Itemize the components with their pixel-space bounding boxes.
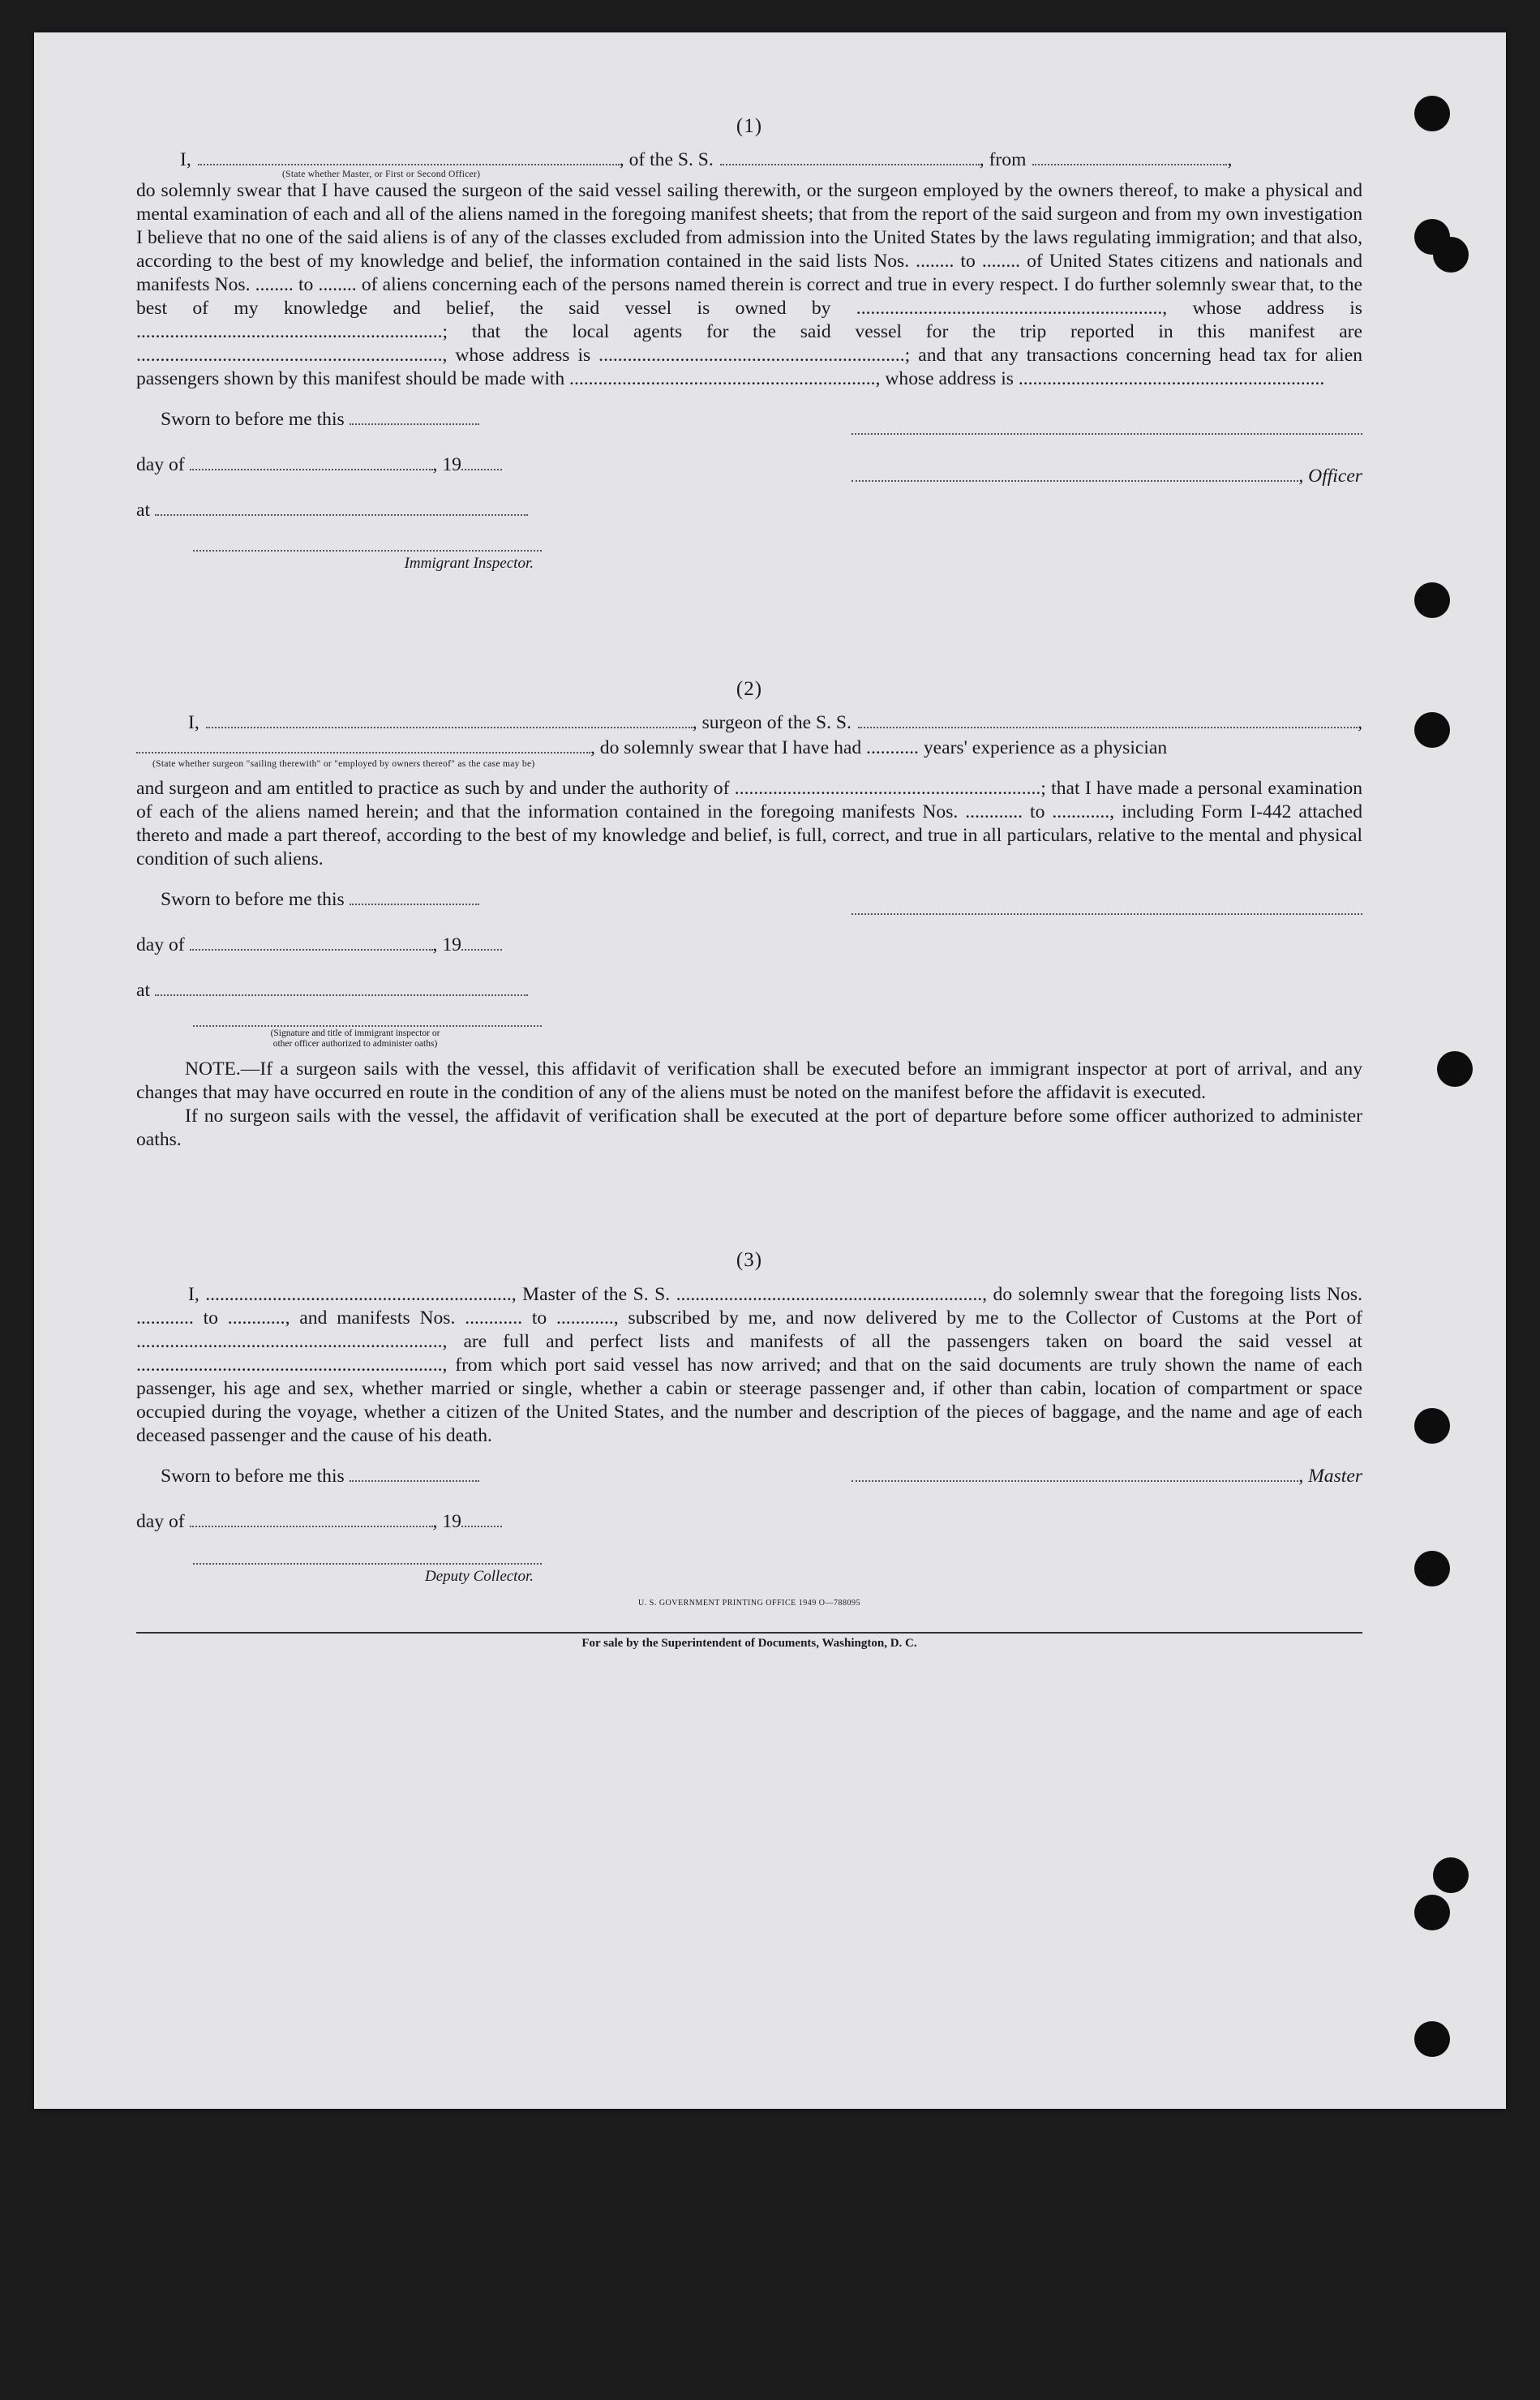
punch-hole	[1414, 1895, 1450, 1930]
section-2-body: and surgeon and am entitled to practice as such by and under the authority of ................................................................; that I have made a personal examination of each of the aliens named herein; and that the information contained in the foregoing manifests Nos. ............ to ............, including Form I-442 attached thereto and made a part thereof, according to the best of my knowledge and belief, is full, correct, and true in all particulars, relative to the mental and physical condition of such aliens.	[136, 778, 1362, 869]
punch-hole	[1437, 1051, 1473, 1087]
punch-hole	[1414, 712, 1450, 748]
punch-hole	[1414, 1551, 1450, 1586]
section-2-caption: (State whether surgeon "sailing therewith" or "employed by owners thereof" as the case may be)	[152, 759, 535, 769]
punch-hole	[1433, 237, 1469, 273]
section-2-line-2: , do solemnly swear that I have had ........... years' experience as a physician	[136, 737, 1362, 759]
manifest-page	[34, 32, 1506, 2109]
officer-caption: , Officer	[1298, 466, 1362, 487]
section-2-sig-caption: (Signature and title of immigrant inspector or other officer authorized to administer oaths)	[270, 1028, 440, 1049]
section-2-number: (2)	[736, 678, 763, 700]
printing-office-line: U. S. GOVERNMENT PRINTING OFFICE 1949 O—788095	[638, 1599, 860, 1608]
section-2-signatures: Sworn to before me this day of , 19 at (Signature and title of immigrant inspector or other officer authorized to administer oaths)	[136, 889, 1362, 1050]
section-2-note	[136, 1058, 1362, 1152]
section-1-caption: (State whether Master, or First or Second Officer)	[282, 170, 481, 179]
note-paragraph-2: If no surgeon sails with the vessel, the affidavit of verification shall be executed at the port of departure before some officer authorized to administer oaths.	[136, 1106, 1362, 1150]
blank-rank-field	[198, 163, 620, 165]
section-1-signatures: Sworn to before me this day of , 19 at Immigrant Inspector. , Officer	[136, 409, 1362, 572]
deputy-collector-caption: Deputy Collector.	[424, 1568, 534, 1585]
punch-hole	[1414, 96, 1450, 131]
punch-hole	[1414, 582, 1450, 618]
punch-hole	[1414, 1408, 1450, 1444]
punch-hole	[1433, 1857, 1469, 1893]
note-paragraph-1: NOTE.—If a surgeon sails with the vessel, this affidavit of verification shall be executed before an immigrant inspector at port of arrival, and any changes that may have occurred en route in the condition of any of the aliens must be noted on the manifest before the affidavit is executed.	[136, 1058, 1362, 1103]
section-1-body: do solemnly swear that I have caused the surgeon of the said vessel sailing therewith, or the surgeon employed by the owners thereof, to make a physical and mental examination of each and all of the aliens named in the foregoing manifest sheets; that from the report of the said surgeon and from my own investigation I believe that no one of the said aliens is of any of the classes excluded from admission into the United States by the laws regulating immigration; and that also, according to the best of my knowledge and belief, the information contained in the said lists Nos. ........ to ........ of United States citizens and nationals and manifests Nos. ........ to ........ of aliens concerning each of the persons named therein is correct and true in every respect. I do further solemnly swear that, to the best of my knowledge and belief, the said vessel is owned by ................................................................, whose address is ................................................................; that the local agents for the said vessel for the trip reported in this manifest are ................................................................, whose address is ................................................................; and that any transactions concerning head tax for alien passengers shown by this manifest should be made with ................................................................, whose address is ................................................................	[136, 180, 1362, 389]
section-3-body: I, ................................................................, Master of the S. S. ................................................................, do solemnly swear that the foregoing lists Nos. ............ to ............, and manifests Nos. ............ to ............, subscribed by me, and now delivered by me to the Collector of Customs at the Port of ................................................................, are full and perfect lists and manifests of all the passengers taken on board the said vessel at ................................................................, from which port said vessel has now arrived; and that on the said documents are truly shown the name of each passenger, his age and sex, whether married or single, whether a cabin or steerage passenger and, if other than cabin, location of compartment or space occupied during the voyage, whether a citizen of the United States, and the number and description of the pieces of baggage, and the name and age of each deceased passenger and the cause of his death.	[136, 1284, 1362, 1446]
blank-vessel-field	[720, 163, 980, 165]
for-sale-line: For sale by the Superintendent of Documents, Washington, D. C.	[581, 1637, 917, 1650]
section-2-line-1: I, , surgeon of the S. S. ,	[188, 712, 1362, 733]
footer-rule	[136, 1632, 1362, 1634]
section-1-number: (1)	[736, 115, 763, 137]
section-1-line-1: I, , of the S. S. , from ,	[180, 149, 1233, 170]
section-3-signatures: Sworn to before me this day of , 19 Deputy Collector. , Master	[136, 1466, 1362, 1585]
blank-from-field	[1032, 163, 1227, 165]
punch-hole	[1414, 2021, 1450, 2057]
section-3-number: (3)	[736, 1249, 763, 1271]
form-content	[136, 105, 1362, 1651]
master-caption: , Master	[1298, 1466, 1362, 1487]
immigrant-inspector-caption: Immigrant Inspector.	[404, 555, 534, 572]
